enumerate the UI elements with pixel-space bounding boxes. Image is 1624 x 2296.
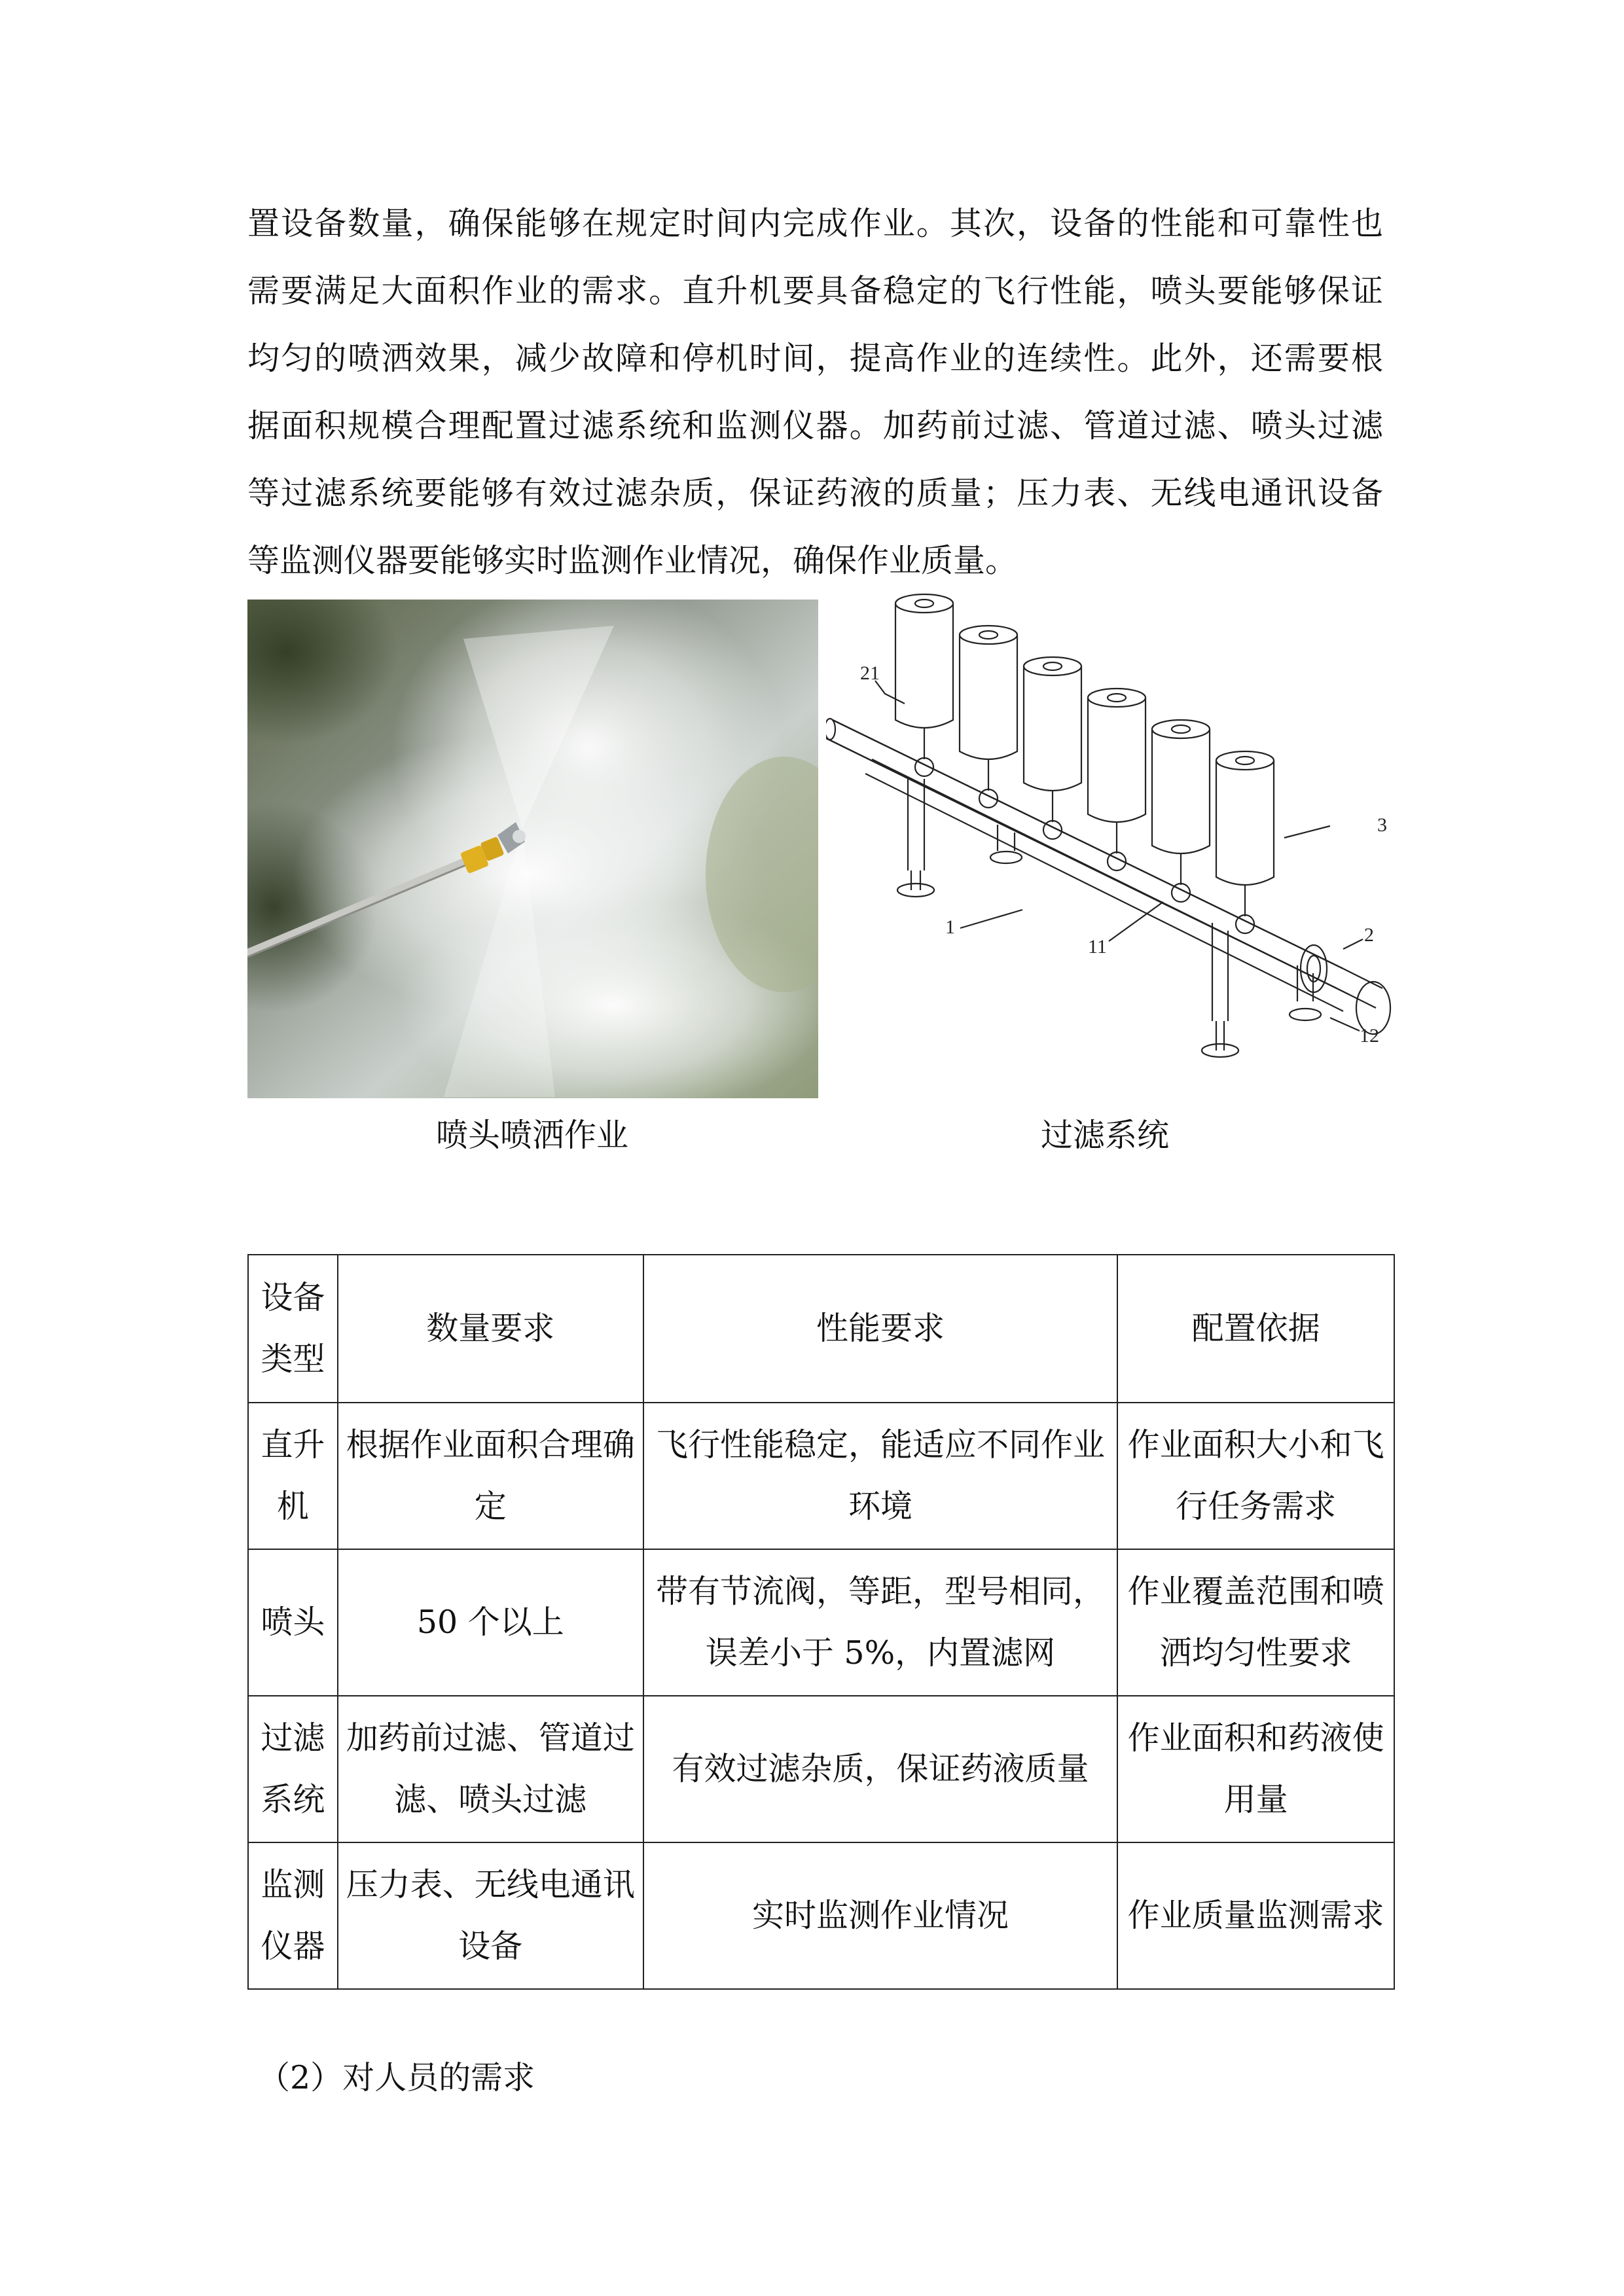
table-cell: 作业面积大小和飞行任务需求 xyxy=(1117,1403,1394,1549)
table-row xyxy=(248,1696,1394,1842)
paragraph-line: 据面积规模合理配置过滤系统和监测仪器。加药前过滤、管道过滤、喷头过滤 xyxy=(247,407,1383,444)
table-cell: 飞行性能稳定，能适应不同作业环境 xyxy=(643,1403,1118,1549)
paragraph-line: 需要满足大面积作业的需求。直升机要具备稳定的飞行性能，喷头要能够保证 xyxy=(247,272,1383,310)
table-cell: 带有节流阀，等距，型号相同，误差小于 5%，内置滤网 xyxy=(643,1549,1118,1696)
paragraph-line: 等过滤系统要能够有效过滤杂质，保证药液的质量；压力表、无线电通讯设备 xyxy=(247,475,1383,512)
header-cell-basis: 配置依据 xyxy=(1117,1255,1394,1403)
table-cell: 喷头 xyxy=(248,1549,338,1696)
filter-label-11: 11 xyxy=(1088,936,1107,958)
table-cell: 加药前过滤、管道过滤、喷头过滤 xyxy=(338,1696,643,1842)
filter-label-3: 3 xyxy=(1377,814,1387,836)
filter-label-2: 2 xyxy=(1364,924,1374,946)
table-cell: 50 个以上 xyxy=(338,1549,643,1696)
spray-caption: 喷头喷洒作业 xyxy=(436,1117,629,1154)
filter-label-1: 1 xyxy=(945,916,955,938)
table-row xyxy=(248,1403,1394,1549)
table-cell: 有效过滤杂质，保证药液质量 xyxy=(643,1696,1118,1842)
table-cell: 作业质量监测需求 xyxy=(1117,1842,1394,1989)
header-cell-quantity: 数量要求 xyxy=(338,1255,643,1403)
spray-nozzle-photo xyxy=(247,600,818,1098)
filter-caption: 过滤系统 xyxy=(1041,1117,1170,1154)
header-cell-performance: 性能要求 xyxy=(643,1255,1118,1403)
table-cell: 作业覆盖范围和喷洒均匀性要求 xyxy=(1117,1549,1394,1696)
table-header-row xyxy=(248,1255,1394,1403)
table-cell: 根据作业面积合理确定 xyxy=(338,1403,643,1549)
paragraph-line: 等监测仪器要能够实时监测作业情况，确保作业质量。 xyxy=(247,542,1018,579)
filter-label-21: 21 xyxy=(860,662,880,684)
paragraph-line: 置设备数量，确保能够在规定时间内完成作业。其次，设备的性能和可靠性也 xyxy=(247,205,1383,242)
paragraph-line: 均匀的喷洒效果，减少故障和停机时间，提高作业的连续性。此外，还需要根 xyxy=(247,340,1383,377)
table-cell: 过滤系统 xyxy=(248,1696,338,1842)
table-row xyxy=(248,1549,1394,1696)
equipment-requirements-table xyxy=(247,1254,1395,1990)
table-cell: 作业面积和药液使用量 xyxy=(1117,1696,1394,1842)
filter-label-12: 12 xyxy=(1360,1025,1379,1047)
filter-system-diagram xyxy=(826,583,1396,1086)
table-cell: 实时监测作业情况 xyxy=(643,1842,1118,1989)
body-paragraph xyxy=(247,190,1383,594)
table-cell: 压力表、无线电通讯设备 xyxy=(338,1842,643,1989)
table-cell: 监测仪器 xyxy=(248,1842,338,1989)
header-cell-type: 设备类型 xyxy=(248,1255,338,1403)
section-subheading: （2）对人员的需求 xyxy=(258,2059,535,2096)
table-cell: 直升机 xyxy=(248,1403,338,1549)
table-row xyxy=(248,1842,1394,1989)
